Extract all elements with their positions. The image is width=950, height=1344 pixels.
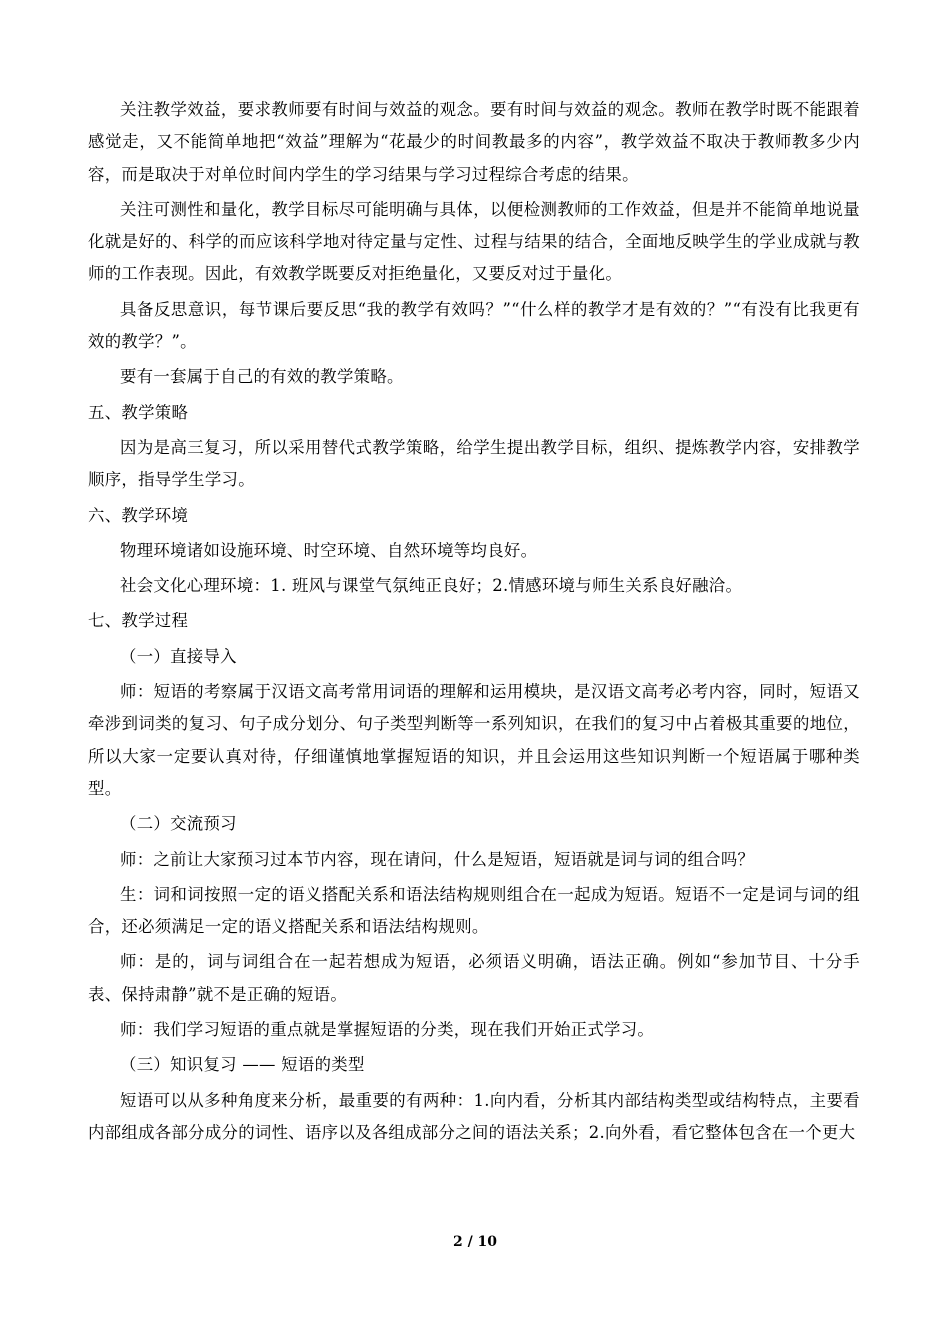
paragraph-teacher-question: 师：之前让大家预习过本节内容，现在请问，什么是短语，短语就是词与词的组合吗？ xyxy=(120,849,755,869)
paragraph-strategy-set: 要有一套属于自己的有效的教学策略。 xyxy=(120,367,404,387)
page-number: 2 / 10 xyxy=(452,1234,498,1250)
paragraph-teaching-efficiency: 关注教学效益，要求教师要有时间与效益的观念。要有时间与效益的观念。教师在教学时既不能跟着感觉走，又不能简单地把“效益”理解为“花最少的时间教最多的内容”，教学效益不取决于教师教多少内容，而是取决于对单位时间内学生的学习结果与学习过程综合考虑的结果。 xyxy=(88,100,860,184)
section-heading-teaching-environment: 六、教学环境 xyxy=(88,505,189,525)
paragraph-social-environment: 社会文化心理环境：1. 班风与课堂气氛纯正良好；2.情感环境与师生关系良好融洽。 xyxy=(120,576,743,596)
paragraph-reflection: 具备反思意识，每节课后要反思“我的教学有效吗？”“什么样的教学才是有效的？”“有没有比我更有效的教学？”。 xyxy=(88,299,860,352)
paragraph-student-answer: 生：词和词按照一定的语义搭配关系和语法结构规则组合在一起成为短语。短语不一定是词与词的组合，还必须满足一定的语义搭配关系和语法结构规则。 xyxy=(88,884,860,937)
paragraph-physical-environment: 物理环境诸如设施环境、时空环境、自然环境等均良好。 xyxy=(120,540,538,560)
subheading-preview-exchange: （二）交流预习 xyxy=(120,814,237,834)
paragraph-teacher-example: 师：是的，词与词组合在一起若想成为短语，必须语义明确，语法正确。例如“参加节目、十分手表、保持肃静”就不是正确的短语。 xyxy=(88,952,860,1004)
page-body xyxy=(88,94,860,1152)
paragraph-teacher-intro: 师：短语的考察属于汉语文高考常用词语的理解和运用模块，是汉语文高考必考内容，同时，短语又牵涉到词类的复习、句子成分划分、句子类型判断等一系列知识，在我们的复习中占着极其重要的地位，所以大家一定要认真对待，仔细谨慎地掌握短语的知识，并且会运用这些知识判断一个短语属于哪种类型。 xyxy=(88,682,860,798)
paragraph-phrase-analysis: 短语可以从多种角度来分析，最重要的有两种：1.向内看，分析其内部结构类型或结构特点，主要看内部组成各部分成分的词性、语序以及各组成部分之间的语法关系；2.向外看，看它整体包含在一个更大 xyxy=(88,1090,860,1142)
section-heading-teaching-strategy: 五、教学策略 xyxy=(88,402,189,422)
paragraph-strategy-detail: 因为是高三复习，所以采用替代式教学策略，给学生提出教学目标，组织、提炼教学内容，安排教学顺序，指导学生学习。 xyxy=(88,437,860,490)
subheading-direct-intro: （一）直接导入 xyxy=(120,646,237,666)
subheading-knowledge-review: （三）知识复习 —— 短语的类型 xyxy=(120,1055,365,1075)
paragraph-teacher-transition: 师：我们学习短语的重点就是掌握短语的分类，现在我们开始正式学习。 xyxy=(120,1020,655,1040)
section-heading-teaching-process: 七、教学过程 xyxy=(88,611,189,631)
paragraph-measurability: 关注可测性和量化，教学目标尽可能明确与具体，以便检测教师的工作效益，但是并不能简单地说量化就是好的、科学的而应该科学地对待定量与定性、过程与结果的结合，全面地反映学生的学业成就与教师的工作表现。因此，有效教学既要反对拒绝量化，又要反对过于量化。 xyxy=(88,199,860,284)
